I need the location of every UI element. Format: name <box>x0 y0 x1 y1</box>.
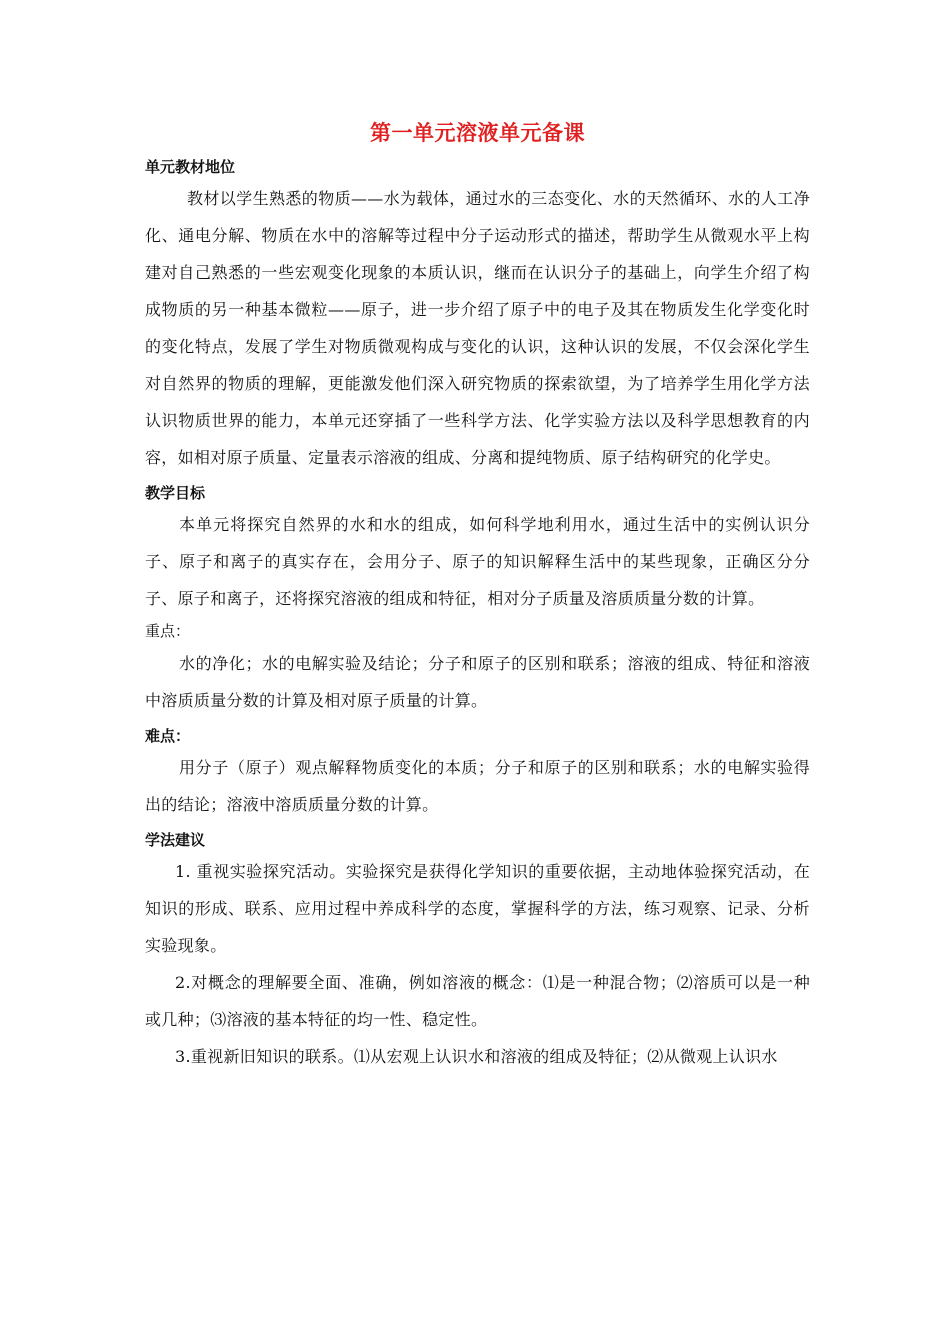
section-heading-unit-position: 单元教材地位 <box>145 158 236 176</box>
document-page <box>145 118 810 1075</box>
study-advice-item-1: 1. 重视实验探究活动。实验探究是获得化学知识的重要依据，主动地体验探究活动，在知识的形成、联系、应用过程中养成科学的态度，掌握科学的方法，练习观察、记录、分析实验现象。 <box>145 862 810 955</box>
section-heading-difficulties: 难点： <box>145 727 191 745</box>
section-body-teaching-goals: 本单元将探究自然界的水和水的组成，如何科学地利用水，通过生活中的实例认识分子、原子和离子的真实存在，会用分子、原子的知识解释生活中的某些现象，正确区分分子、原子和离子，还将探究溶液的组成和特征，相对分子质量及溶质质量分数的计算。 <box>145 515 810 608</box>
study-advice-item-3: 3.重视新旧知识的联系。⑴从宏观上认识水和溶液的组成及特征；⑵从微观上认识水 <box>175 1047 778 1066</box>
section-label-key-points: 重点： <box>145 622 191 640</box>
section-heading-study-advice: 学法建议 <box>145 831 206 849</box>
section-body-key-points: 水的净化；水的电解实验及结论；分子和原子的区别和联系；溶液的组成、特征和溶液中溶质质量分数的计算及相对原子质量的计算。 <box>145 654 810 710</box>
section-body-difficulties: 用分子（原子）观点解释物质变化的本质；分子和原子的区别和联系；水的电解实验得出的结论；溶液中溶质质量分数的计算。 <box>145 758 810 814</box>
document-title: 第一单元溶液单元备课 <box>370 121 585 145</box>
section-body-unit-position: 教材以学生熟悉的物质——水为载体，通过水的三态变化、水的天然循环、水的人工净化、通电分解、物质在水中的溶解等过程中分子运动形式的描述，帮助学生从微观水平上构建对自己熟悉的一些宏观变化现象的本质认识，继而在认识分子的基础上，向学生介绍了构成物质的另一种基本微粒——原子，进一步介绍了原子中的电子及其在物质发生化学变化时的变化特点，发展了学生对物质微观构成与变化的认识，这种认识的发展，不仅会深化学生对自然界的物质的理解，更能激发他们深入研究物质的探索欲望，为了培养学生用化学方法认识物质世界的能力，本单元还穿插了一些科学方法、化学实验方法以及科学思想教育的内容，如相对原子质量、定量表示溶液的组成、分离和提纯物质、原子结构研究的化学史。 <box>145 189 810 467</box>
section-heading-teaching-goals: 教学目标 <box>145 484 206 502</box>
study-advice-item-2: 2.对概念的理解要全面、准确，例如溶液的概念：⑴是一种混合物；⑵溶质可以是一种或几种；⑶溶液的基本特征的均一性、稳定性。 <box>145 973 810 1029</box>
